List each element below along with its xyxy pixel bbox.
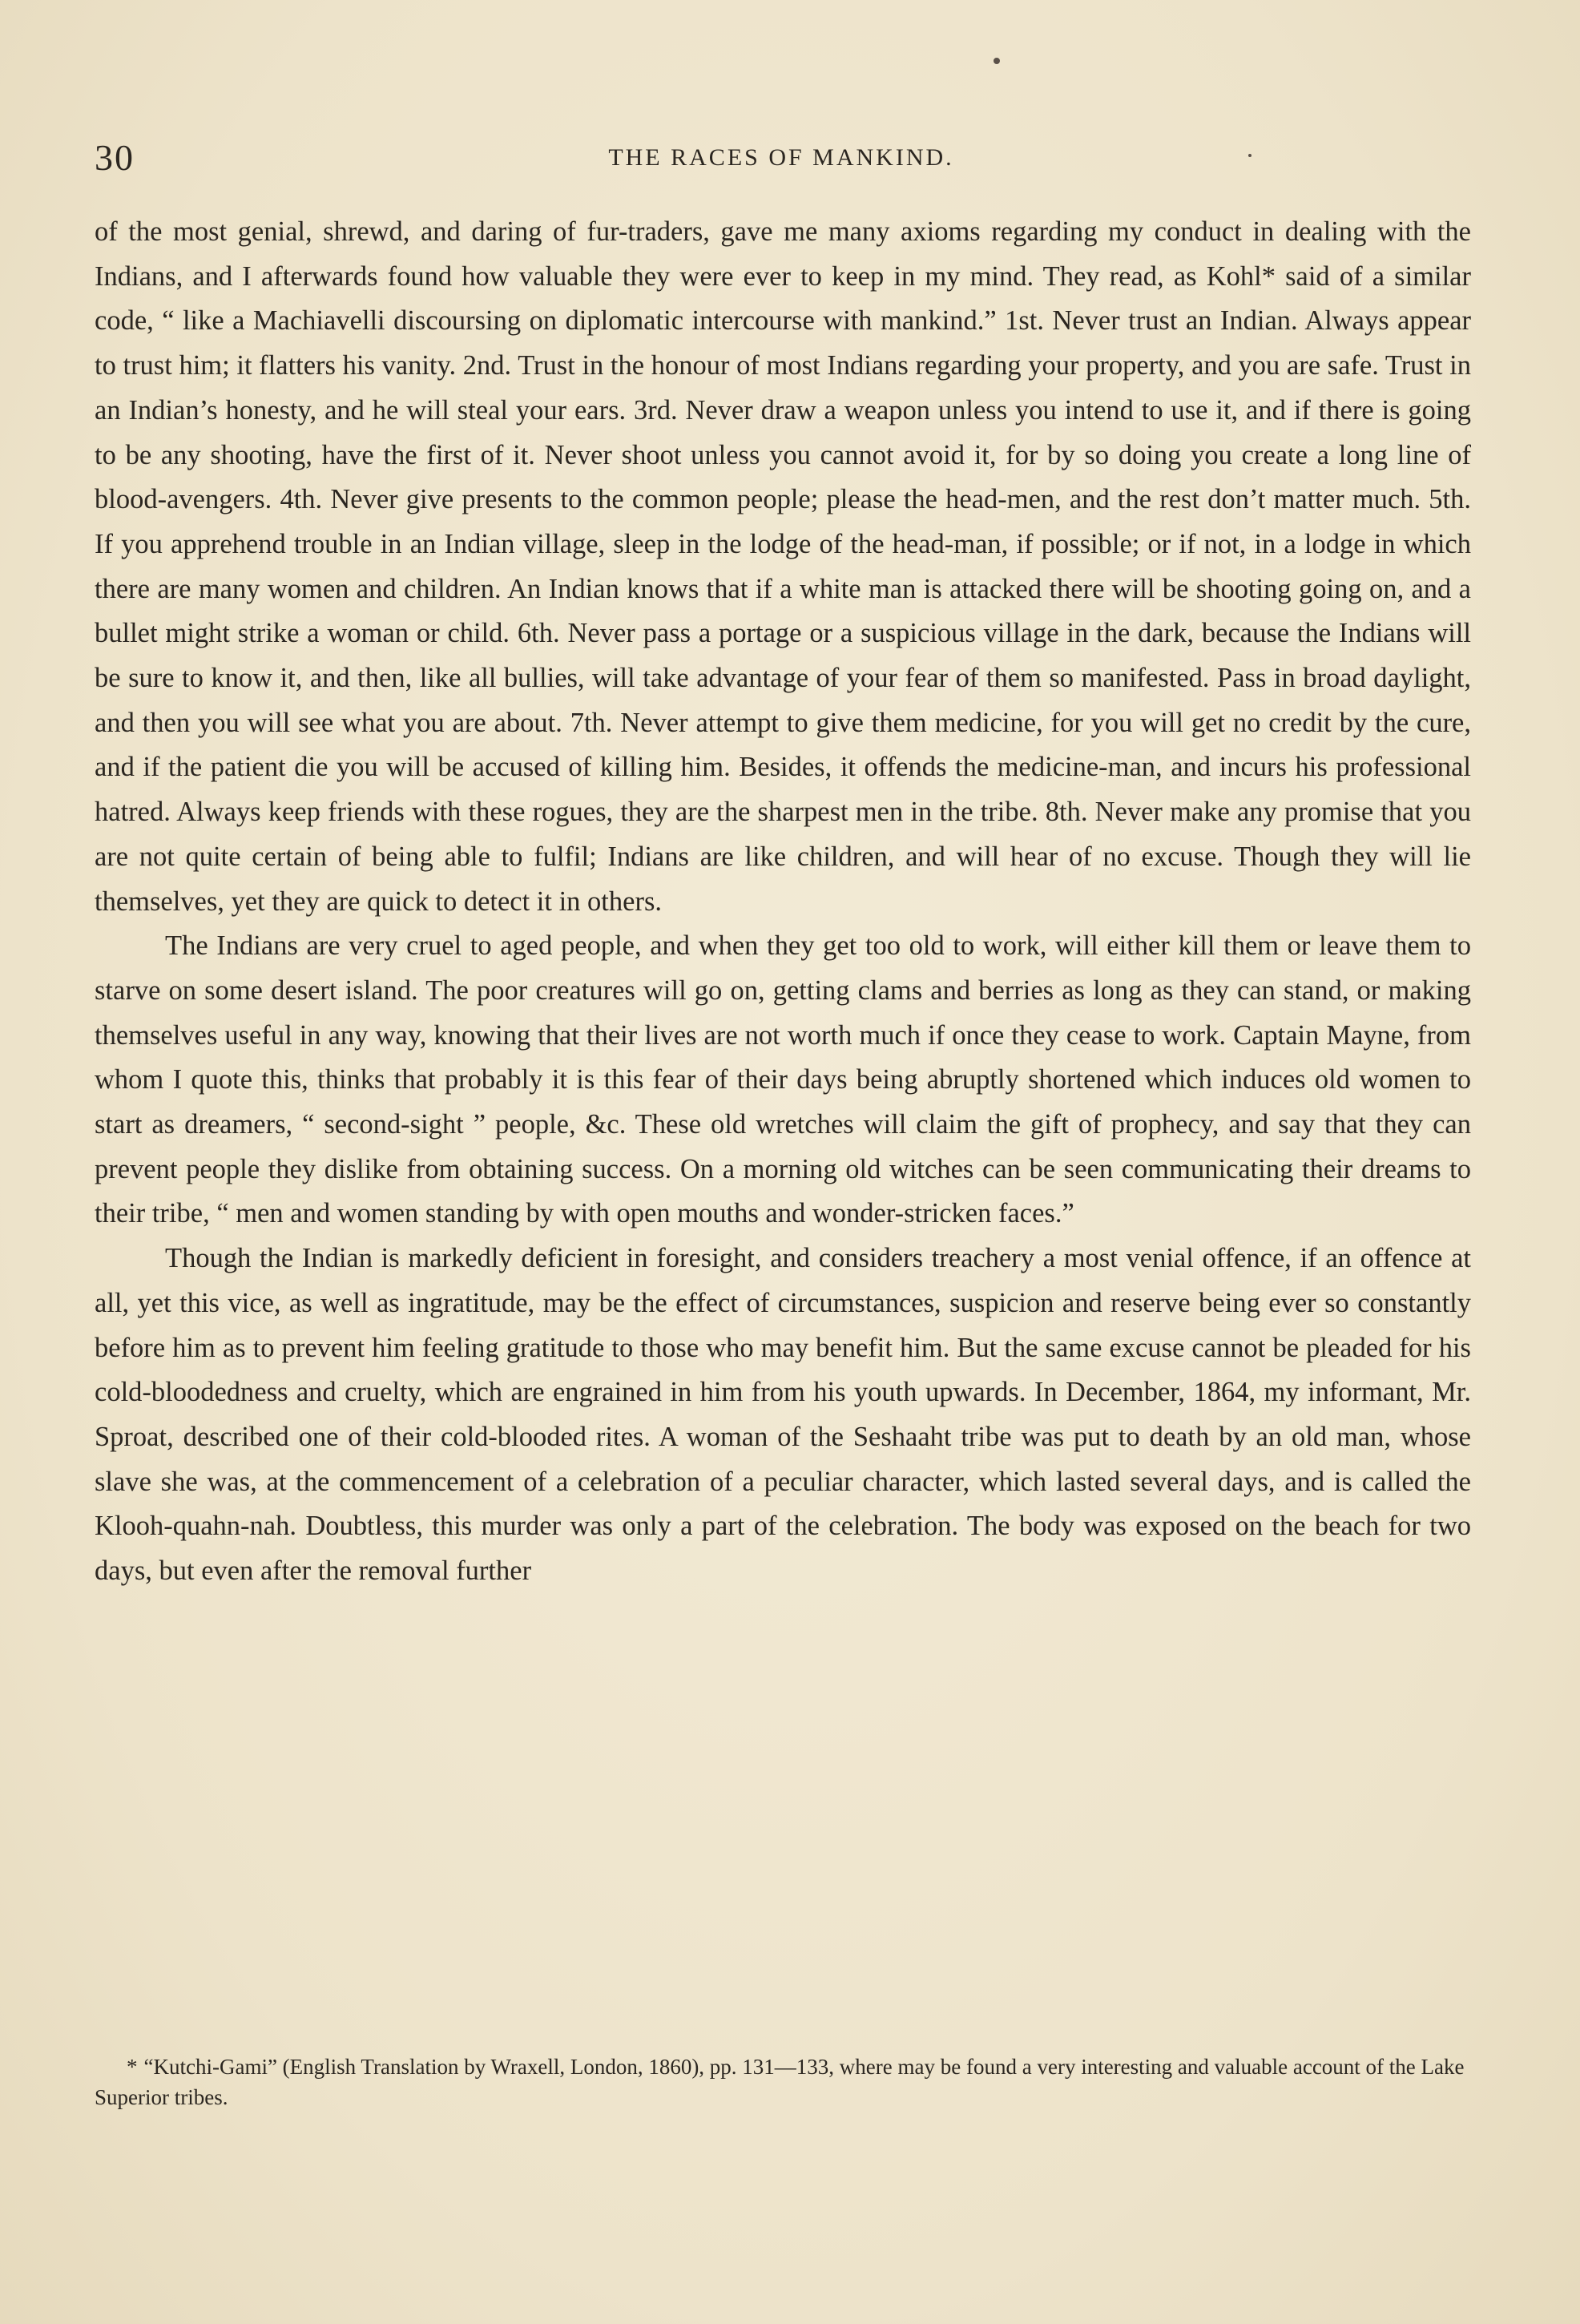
running-title: THE RACES OF MANKIND. (608, 144, 954, 171)
page-header (95, 136, 1468, 184)
body-text (95, 210, 1471, 1594)
paragraph: The Indians are very cruel to aged people, and when they get too old to work, will either kill them or leave them to starve on some desert island. The poor creatures will go on, getting clams and berries as long as they can stand, or making themselves useful in any way, knowing that their lives are not worth much if once they cease to work. Captain Mayne, from whom I quote this, thinks that probably it is this fear of their days being abruptly shortened which induces old women to start as dreamers, “ second-sight ” people, &c. These old wretches will claim the gift of prophecy, and say that they can prevent people they dislike from obtaining success. On a morning old witches can be seen communicating their dreams to their tribe, “ men and women standing by with open mouths and wonder-stricken faces.” (95, 930, 1471, 1229)
paragraph: Though the Indian is markedly deficient in foresight, and considers treachery a most venial offence, if an offence at all, yet this vice, as well as ingratitude, may be the effect of circumstances, suspicion and reserve being ever so constantly before him as to prevent him feeling gratitude to those who may benefit him. But the same excuse cannot be pleaded for his cold-bloodedness and cruelty, which are engrained in him from his youth upwards. In December, 1864, my informant, Mr. Sproat, described one of their cold-blooded rites. A woman of the Seshaaht tribe was put to death by an old man, whose slave she was, at the commencement of a celebration of a peculiar character, which lasted several days, and is called the Klooh-quahn-nah. Doubtless, this murder was only a part of the celebration. The body was exposed on the beach for two days, but even after the removal further (95, 1243, 1471, 1587)
paragraph: of the most genial, shrewd, and daring of fur-traders, gave me many axioms regarding my conduct in dealing with the Indians, and I afterwards found how valuable they were ever to keep in my mind. They read, as Kohl* said of a similar code, “ like a Machiavelli discoursing on diplomatic intercourse with mankind.” 1st. Never trust an Indian. Always appear to trust him; it flatters his vanity. 2nd. Trust in the honour of most Indians regarding your property, and you are safe. Trust in an Indian’s honesty, and he will steal your ears. 3rd. Never draw a weapon unless you intend to use it, and if there is going to be any shooting, have the first of it. Never shoot unless you cannot avoid it, for by so doing you create a long line of blood-avengers. 4th. Never give presents to the common people; please the head-men, and the rest don’t matter much. 5th. If you apprehend trouble in an Indian village, sleep in the lodge of the head-man, if possible; or if not, in a lodge in which there are many women and children. An Indian knows that if a white man is attacked there will be shooting going on, and a bullet might strike a woman or child. 6th. Never pass a portage or a suspicious village in the dark, because the Indians will be sure to know it, and then, like all bullies, will take advantage of your fear of them so manifested. Pass in broad daylight, and then you will see what you are about. 7th. Never attempt to give them medicine, for you will get no credit by the cure, and if the patient die you will be accused of killing him. Besides, it offends the medicine-man, and incurs his professional hatred. Always keep friends with these rogues, they are the sharpest men in the tribe. 8th. Never make any promise that you are not quite certain of being able to fulfil; Indians are like children, and will hear of no excuse. Though they will lie themselves, yet they are quick to detect it in others. (95, 216, 1471, 917)
ink-speck (994, 58, 1000, 64)
footnote (95, 2052, 1471, 2112)
page-number: 30 (95, 137, 135, 178)
footnote-mark: * (127, 2055, 138, 2079)
footnote-text: “Kutchi-Gami” (English Translation by Wraxell, London, 1860), pp. 131—133, where may be found a very interesting and valuable account of the Lake Superior tribes. (95, 2055, 1465, 2109)
